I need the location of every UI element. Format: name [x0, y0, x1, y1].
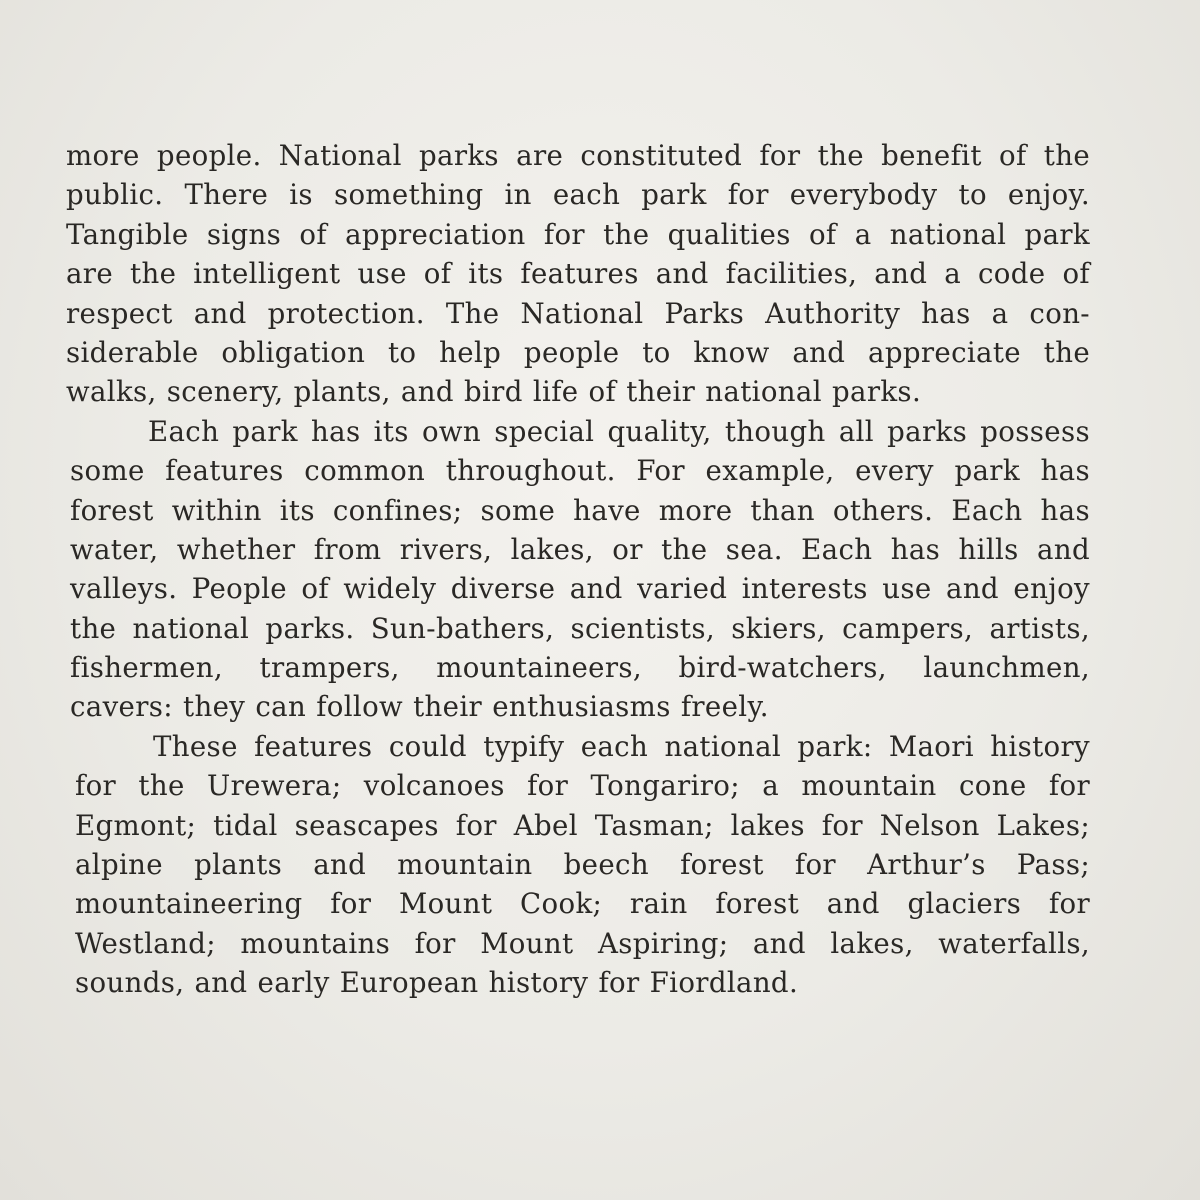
text-line: These features could typify each national park: Maori history: [153, 729, 1090, 763]
text-line: forest within its confines; some have more than others. Each has: [70, 493, 1090, 527]
body-text: [66, 136, 1090, 1003]
text-line: siderable obligation to help people to know and appreciate the: [66, 335, 1090, 369]
paragraph-1: [66, 136, 1090, 412]
text-line: respect and protection. The National Parks Authority has a con-: [66, 296, 1090, 330]
text-line: cavers: they can follow their enthusiasms freely.: [70, 690, 769, 724]
paragraph-2: [70, 412, 1090, 727]
text-line: more people. National parks are constituted for the benefit of the: [66, 139, 1090, 172]
text-line: mountaineering for Mount Cook; rain forest and glaciers for: [75, 887, 1090, 921]
text-line: Each park has its own special quality, though all parks possess: [148, 414, 1090, 448]
text-line: are the intelligent use of its features and facilities, and a code of: [66, 257, 1090, 291]
text-line: some features common throughout. For example, every park has: [70, 454, 1090, 488]
text-line: Egmont; tidal seascapes for Abel Tasman; lakes for Nelson Lakes;: [75, 808, 1090, 842]
text-line: Westland; mountains for Mount Aspiring; and lakes, waterfalls,: [75, 926, 1090, 960]
text-line: the national parks. Sun-bathers, scientists, skiers, campers, artists,: [70, 611, 1090, 645]
text-line: sounds, and early European history for Fiordland.: [75, 966, 799, 1000]
text-line: public. There is something in each park for everybody to enjoy.: [66, 178, 1090, 212]
paragraph-3: [75, 727, 1090, 1003]
text-line: Tangible signs of appreciation for the qualities of a national park: [66, 217, 1090, 251]
text-line: water, whether from rivers, lakes, or the sea. Each has hills and: [70, 532, 1090, 566]
text-line: walks, scenery, plants, and bird life of their national parks.: [66, 375, 922, 409]
text-line: alpine plants and mountain beech forest for Arthur’s Pass;: [75, 848, 1090, 882]
text-line: for the Urewera; volcanoes for Tongariro; a mountain cone for: [75, 769, 1090, 803]
text-line: fishermen, trampers, mountaineers, bird-watchers, launchmen,: [70, 651, 1090, 685]
text-line: valleys. People of widely diverse and varied interests use and enjoy: [70, 572, 1090, 606]
